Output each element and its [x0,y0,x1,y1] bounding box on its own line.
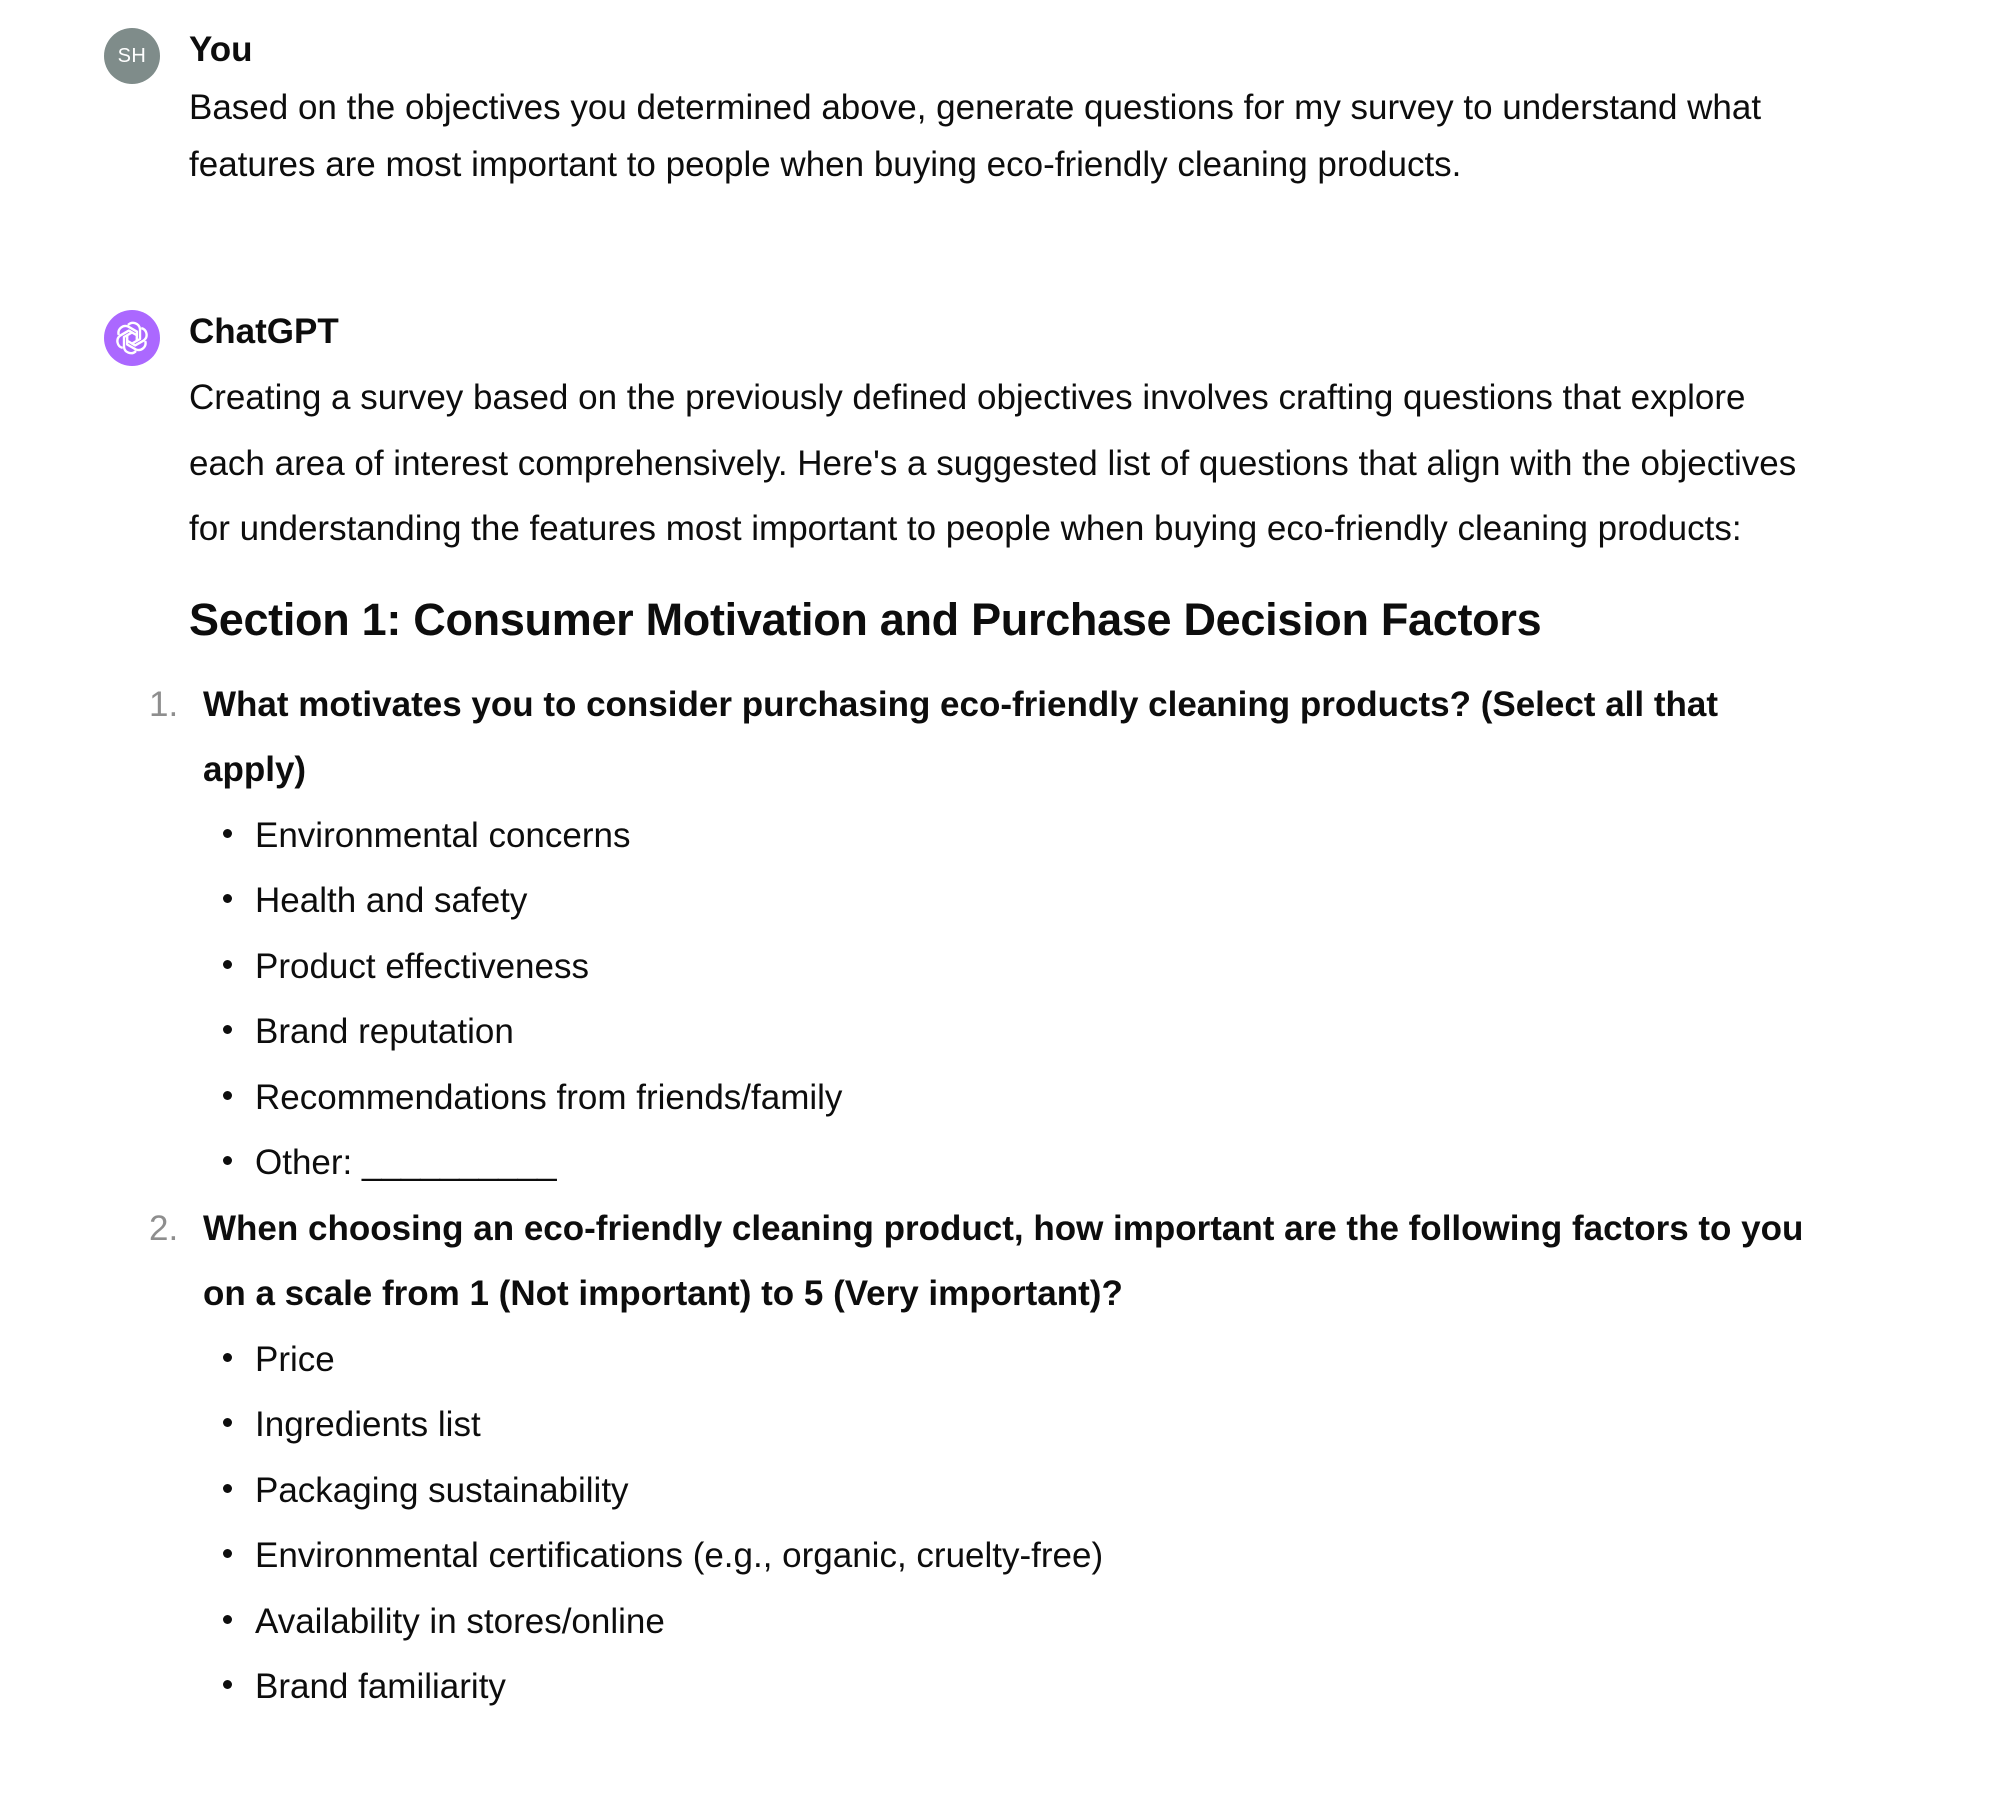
user-avatar[interactable] [104,28,160,84]
question-2 [149,1196,1889,1720]
list-item: Environmental certifications (e.g., organic, cruelty-free) [189,1523,1889,1589]
bullet-icon [223,1484,232,1493]
bullet-icon [223,1353,232,1362]
list-item: Availability in stores/online [189,1589,1889,1655]
list-item: Price [189,1327,1889,1393]
bullet-icon [223,960,232,969]
assistant-author-name: ChatGPT [189,312,339,351]
question-number: 2. [149,1208,179,1248]
assistant-avatar[interactable] [104,310,160,366]
option-list [189,1327,1889,1720]
bullet-icon [223,894,232,903]
user-author-name: You [189,30,253,69]
bullet-icon [223,1615,232,1624]
section-heading: Section 1: Consumer Motivation and Purchase Decision Factors [189,593,1542,645]
option-list [189,803,1889,1196]
list-item: Product effectiveness [189,934,1889,1000]
bullet-icon [223,1025,232,1034]
list-item: Brand familiarity [189,1654,1889,1720]
user-avatar-initials: SH [117,44,147,67]
question-text: What motivates you to consider purchasing eco-friendly cleaning products? (Select all that apply) [203,684,1718,789]
bullet-icon [223,829,232,838]
question-1 [149,672,1889,1196]
bullet-icon [223,1549,232,1558]
list-item: Environmental concerns [189,803,1889,869]
bullet-icon [223,1680,232,1689]
list-item: Recommendations from friends/family [189,1065,1889,1131]
list-item: Brand reputation [189,999,1889,1065]
bullet-icon [223,1418,232,1427]
question-number: 1. [149,684,179,724]
list-item: Packaging sustainability [189,1458,1889,1524]
openai-logo-icon [112,318,152,358]
list-item: Ingredients list [189,1392,1889,1458]
list-item: Health and safety [189,868,1889,934]
list-item: Other: __________ [189,1130,1889,1196]
assistant-intro-text: Creating a survey based on the previously defined objectives involves crafting questions that explore each area of interest comprehensively. Here's a suggested list of questions that align with the objectives for understanding the features most important to people when buying eco-friendly cleaning products: [189,378,1797,548]
user-message-text: Based on the objectives you determined above, generate questions for my survey to understand what features are most important to people when buying eco-friendly cleaning products. [189,88,1762,184]
bullet-icon [223,1091,232,1100]
bullet-icon [223,1156,232,1165]
question-text: When choosing an eco-friendly cleaning product, how important are the following factors to you on a scale from 1 (Not important) to 5 (Very important)? [203,1208,1804,1313]
